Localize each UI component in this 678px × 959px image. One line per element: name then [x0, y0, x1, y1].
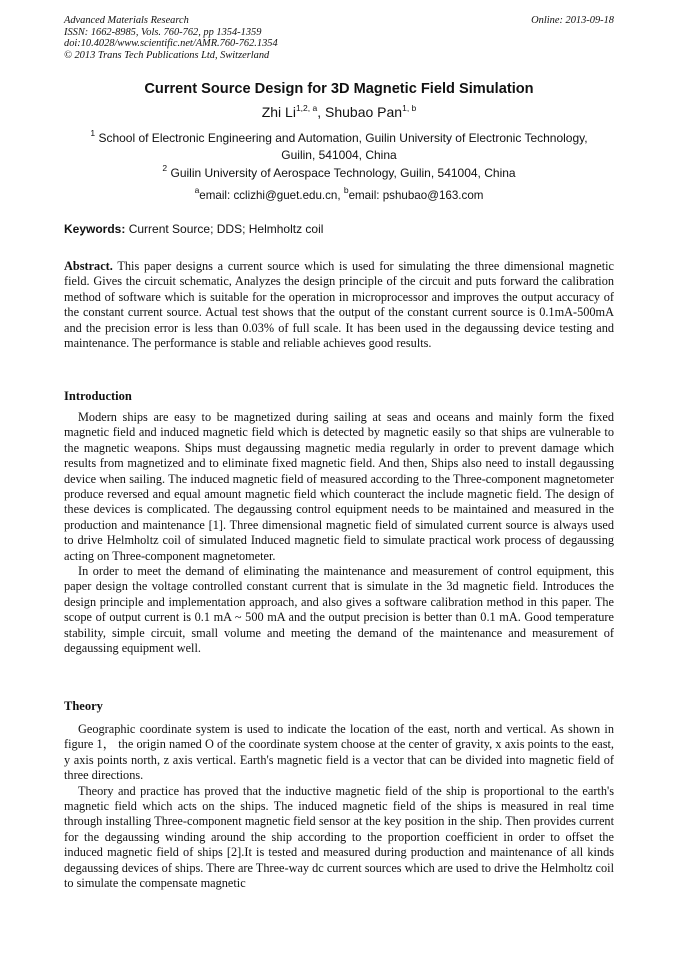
theory-body: [64, 722, 614, 891]
section-heading-theory: Theory: [64, 699, 103, 713]
keywords-text: Current Source; DDS; Helmholtz coil: [125, 222, 324, 236]
email-text: email: pshubao@163.com: [348, 189, 484, 202]
abstract-label: Abstract.: [64, 259, 113, 273]
affiliation-text: Guilin, 541004, China: [281, 148, 397, 162]
affiliation-mark: 1: [90, 128, 96, 138]
author-name: Zhi Li: [261, 104, 296, 120]
author-name: Shubao Pan: [325, 104, 403, 120]
section-heading-introduction: Introduction: [64, 389, 132, 403]
journal-meta: [64, 15, 278, 61]
affiliation-text: Guilin University of Aerospace Technology, Guilin, 541004, China: [167, 166, 516, 180]
email-mark: a: [194, 185, 200, 195]
keywords-label: Keywords:: [64, 222, 126, 236]
keywords: [64, 221, 323, 237]
abstract-text: This paper designs a current source which is used for simulating the three dimensional magnetic field. Gives the circuit schematic, Analyzes the design principle of the circuit and puts forward the calibration method of software which is suitable for the operation in microprocessor and improves the output accuracy of the constant current source. Actual test shows that the output of the constant current source is 0.1mA-500mA and the precision error is less than 0.03% of full scale. It has been used in the degaussing device testing and maintenance. The performance is stable and reliable achieves good results.: [64, 259, 614, 351]
abstract: [64, 259, 614, 351]
paragraph: In order to meet the demand of eliminating the maintenance and measurement of control equipment, this paper design the voltage controlled constant current that is simulate in the 3d magnetic field. Introduces the design principle and implementation approach, and also gives a software calibration method in this paper. The scope of output current is 0.1 mA ~ 500 mA and the output precision is better than 0.1 mA. Good temperature stability, simple circuit, small volume and meeting the demand of the maintenance and measurement of degaussing equipment well.: [64, 564, 614, 656]
affiliation-mark: 2: [162, 163, 168, 173]
issn-line: ISSN: 1662-8985, Vols. 760-762, pp 1354-1359: [64, 26, 262, 38]
author-affiliation-mark: 1, b: [402, 103, 417, 113]
copyright-line: © 2013 Trans Tech Publications Ltd, Switzerland: [64, 49, 270, 61]
paragraph: Theory and practice has proved that the inductive magnetic field of the ship is proportional to the earth's magnetic field which acts on the ships. The induced magnetic field of the ships is measured in real time through installing Three-component magnetic field sensor at the key position in the ship. Then provides current for the degaussing winding around the ship according to the proportion coefficient in order to offset the induced magnetic field of ships [2].It is tested and measured during production and maintenance of all kinds degaussing devices of ships. There are Three-way dc current sources which are used to drive the Helmholtz coil to simulate the compensate magnetic: [64, 783, 614, 891]
email-text: email: cclizhi@guet.edu.cn,: [199, 189, 344, 202]
email-mark: b: [343, 185, 349, 195]
email-line: [0, 185, 678, 203]
affiliation-text: School of Electronic Engineering and Automation, Guilin University of Electronic Technology,: [95, 131, 588, 145]
affiliation-1: [64, 130, 614, 164]
journal-name: Advanced Materials Research: [64, 15, 189, 26]
paragraph: Geographic coordinate system is used to indicate the location of the east, north and vertical. As shown in figure 1， the origin named O of the coordinate system choose at the center of gravity, x axis points to the east, y axis points north, z axis vertical. Earth's magnetic field is a vector that can be divided into magnetic field of three directions.: [64, 722, 614, 783]
affiliation-2: [64, 165, 614, 182]
introduction-body: [64, 410, 614, 657]
author-line: [0, 103, 678, 121]
author-affiliation-mark: 1,2, a: [295, 103, 318, 113]
online-date: Online: 2013-09-18: [531, 15, 614, 26]
doi-line: doi:10.4028/www.scientific.net/AMR.760-762.1354: [64, 38, 278, 50]
paragraph: Modern ships are easy to be magnetized during sailing at seas and oceans and mainly form the fixed magnetic field and induced magnetic field which is detected by magnetic easily so that ships are vulnerable to the magnetic weapons. Ships must degaussing magnetic media regularly in order to prevent damage which results from magnetized and to eliminate fixed magnetic field. And then, Ships also need to install degaussing device when sailing. The induced magnetic field of measured according to the Three-component magnetometer produce reversed and equal amount magnetic field which counteract the include magnetic field. The design of these devices is complicated. The degaussing control equipment needs to be maintained and measured in the production and maintenance [1]. Three dimensional magnetic field of simulated current source is always used to drive Helmholtz coil of simulated Induced magnetic field to simulate practical work process of degaussing acting on Three-component magnetometer.: [64, 410, 614, 563]
paper-title: Current Source Design for 3D Magnetic Field Simulation: [144, 81, 534, 97]
author-separator: ,: [317, 104, 326, 120]
